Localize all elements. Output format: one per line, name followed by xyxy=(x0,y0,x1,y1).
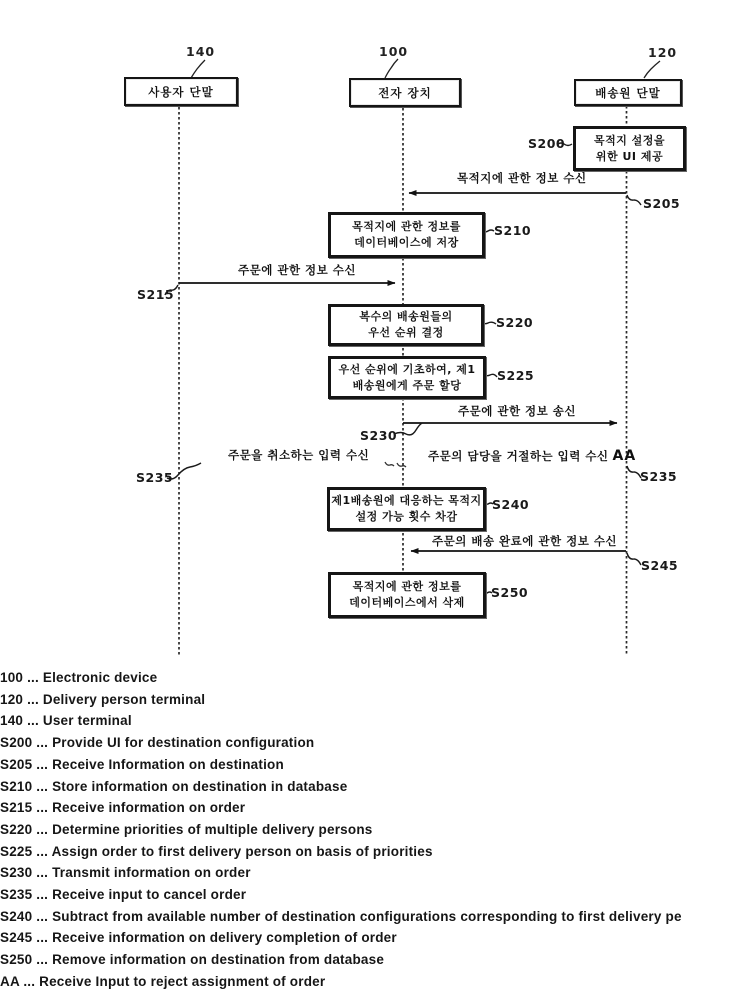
message-label-s205: 목적지에 관한 정보 수신 xyxy=(457,171,587,185)
step-box-s250-line2: 데이터베이스에서 삭제 xyxy=(349,596,465,609)
actor-box-user-terminal: 사용자 단말 xyxy=(124,77,238,106)
step-label-s250: S250 xyxy=(491,585,529,600)
legend-line: S215 ... Receive information on order xyxy=(0,800,246,816)
step-box-s220-line1: 복수의 배송원들의 xyxy=(359,310,453,324)
step-box-s240-line1: 제1배송원에 대응하는 목적지 xyxy=(331,494,482,508)
legend-line: 100 ... Electronic device xyxy=(0,670,158,685)
legend-line: S220 ... Determine priorities of multiple delivery persons xyxy=(0,821,373,837)
leader-s235-right xyxy=(627,466,641,478)
legend-line: S250 ... Remove information on destination from database xyxy=(0,952,385,968)
step-box-s225-line2: 배송원에게 주문 할당 xyxy=(352,378,462,392)
note-reject-assignment xyxy=(428,448,636,464)
step-box-s200 xyxy=(573,126,686,171)
legend-line: S225 ... Assign order to first delivery person on basis of priorities xyxy=(0,843,433,859)
leader-s245 xyxy=(627,553,641,565)
legend-line: AA ... Receive Input to reject assignment of order xyxy=(0,973,326,989)
step-box-s210-line2: 데이터베이스에 저장 xyxy=(354,236,459,249)
step-box-s210-line1: 목적지에 관한 정보를 xyxy=(352,220,461,234)
pointer-120 xyxy=(644,61,660,78)
legend-line: 140 ... User terminal xyxy=(0,713,132,729)
legend-line: S235 ... Receive input to cancel order xyxy=(0,887,247,903)
step-box-s200-line2: 위한 UI 제공 xyxy=(595,149,664,163)
step-box-s210 xyxy=(328,212,485,258)
leader-s205 xyxy=(627,195,641,205)
step-box-s240-line2: 설정 가능 횟수 차감 xyxy=(355,510,458,523)
step-box-s240 xyxy=(327,487,486,531)
step-label-s240: S240 xyxy=(492,497,530,512)
step-label-s205: S205 xyxy=(643,196,681,211)
step-label-s235-right: S235 xyxy=(640,469,678,484)
step-label-s225: S225 xyxy=(497,368,535,383)
step-box-s220 xyxy=(328,304,484,346)
leader-s230 xyxy=(394,423,422,435)
ref-pointers xyxy=(191,59,660,78)
pointer-140 xyxy=(191,60,205,78)
step-box-s225-line1: 우선 순위에 기초하여, 제1 xyxy=(338,362,476,376)
step-label-s235-left: S235 xyxy=(136,470,174,485)
actor-ref-100: 100 xyxy=(379,44,409,59)
actor-box-delivery-terminal: 배송원 단말 xyxy=(574,79,682,106)
step-box-s250 xyxy=(328,572,486,618)
step-box-s200-line1: 목적지 설정을 xyxy=(593,133,666,147)
legend-line: S205 ... Receive Information on destination xyxy=(0,756,284,772)
step-label-s210: S210 xyxy=(494,223,532,238)
message-label-s215: 주문에 관한 정보 수신 xyxy=(238,263,356,277)
reference-legend xyxy=(0,667,747,993)
actor-box-electronic-device: 전자 장치 xyxy=(349,78,461,107)
step-label-s245: S245 xyxy=(641,558,679,573)
note-cancel-order: 주문을 취소하는 입력 수신 xyxy=(228,448,370,462)
note-aa-marker: AA xyxy=(612,448,637,464)
pointer-100 xyxy=(385,59,398,78)
step-label-s200: S200 xyxy=(528,136,566,151)
stray-mark-1 xyxy=(385,462,394,466)
legend-line: S240 ... Subtract from available number of destination configurations corresponding to first delivery pe xyxy=(0,908,682,924)
step-label-s230: S230 xyxy=(360,428,398,443)
actor-ref-120: 120 xyxy=(648,45,678,60)
step-box-s220-line2: 우선 순위 결정 xyxy=(368,326,444,339)
step-label-s215: S215 xyxy=(137,287,175,302)
stray-mark-2 xyxy=(397,463,406,467)
legend-line: S230 ... Transmit information on order xyxy=(0,865,251,881)
message-label-s230: 주문에 관한 정보 송신 xyxy=(458,404,576,418)
actor-ref-140: 140 xyxy=(186,44,216,59)
step-box-s225 xyxy=(328,356,486,399)
legend-line: S245 ... Receive information on delivery completion of order xyxy=(0,930,397,946)
legend-line: S200 ... Provide UI for destination configuration xyxy=(0,735,315,751)
message-label-s245: 주문의 배송 완료에 관한 정보 수신 xyxy=(432,534,618,548)
legend-line: 120 ... Delivery person terminal xyxy=(0,691,206,707)
step-label-s220: S220 xyxy=(496,315,534,330)
step-box-s250-line1: 목적지에 관한 정보를 xyxy=(352,580,462,594)
note-reject-assignment-text: 주문의 담당을 거절하는 입력 수신 xyxy=(428,449,609,463)
legend-line: S210 ... Store information on destination in database xyxy=(0,778,348,794)
